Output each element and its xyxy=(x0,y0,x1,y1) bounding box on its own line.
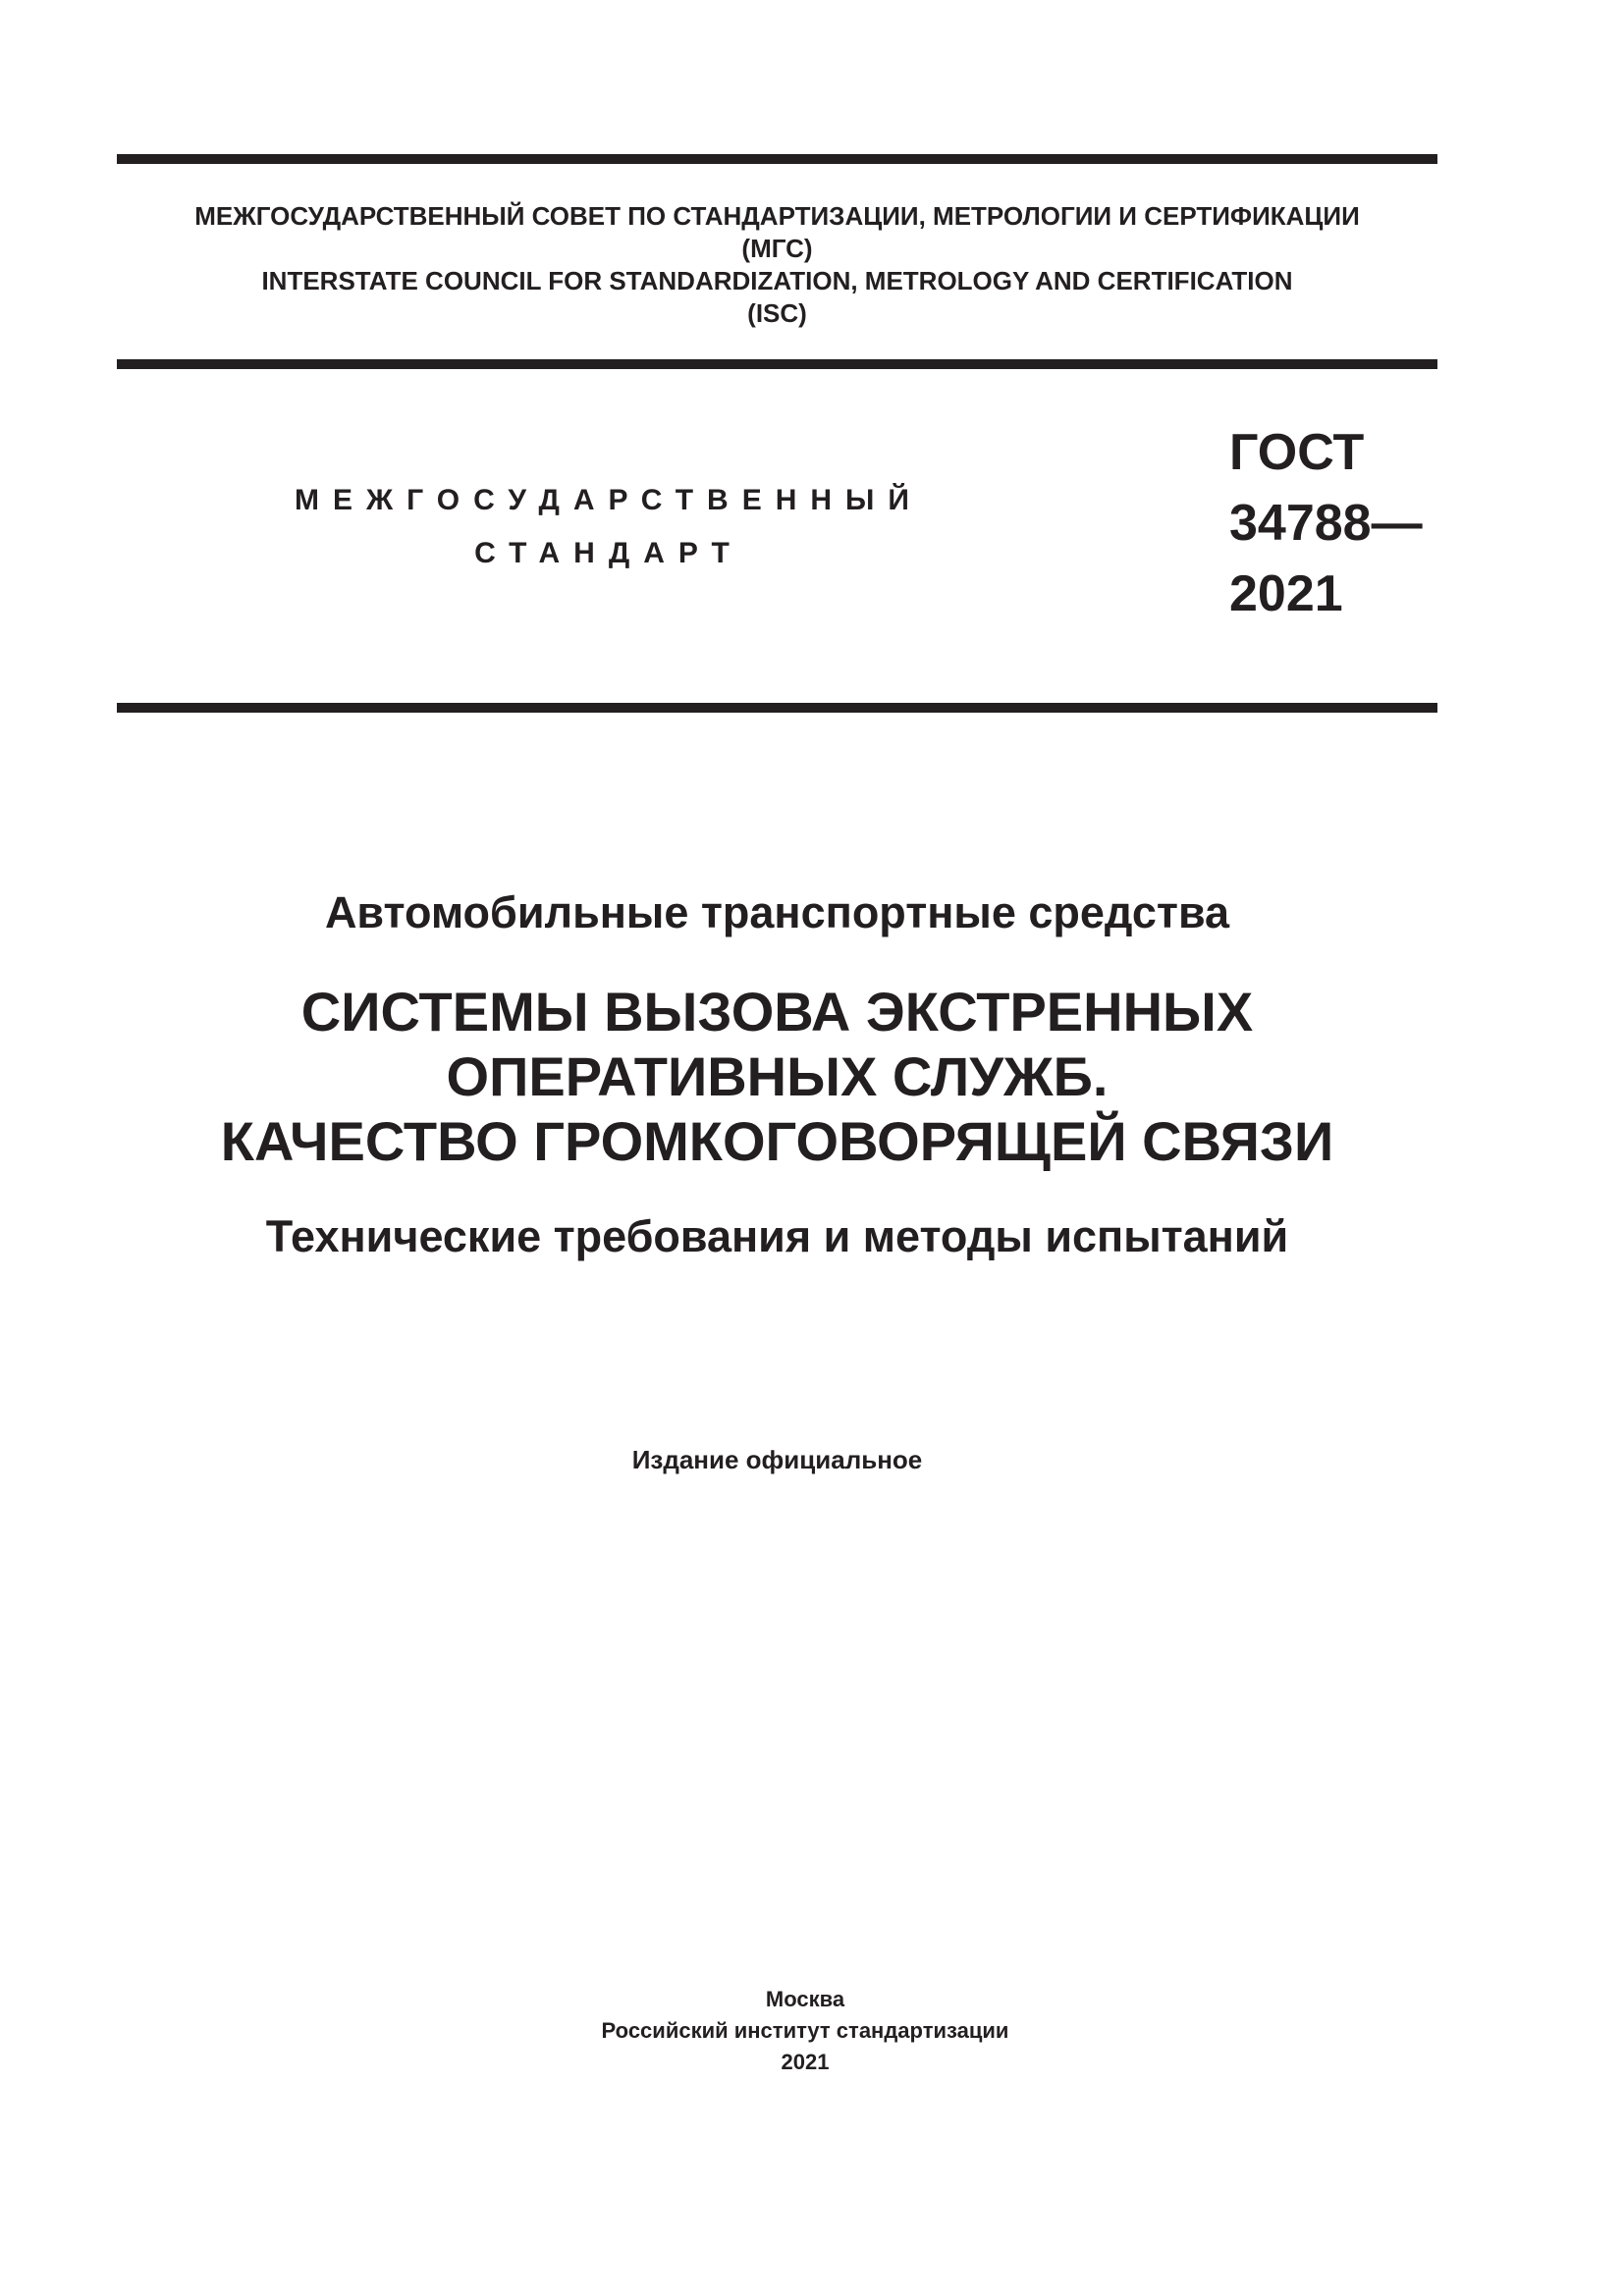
standard-kind-line2: СТАНДАРТ xyxy=(474,537,743,569)
top-rule xyxy=(117,154,1437,164)
council-header xyxy=(117,200,1437,330)
council-abbr-en: (ISC) xyxy=(747,298,807,328)
imprint xyxy=(471,1984,1139,2078)
standard-designation xyxy=(1229,417,1423,629)
council-name-en: INTERSTATE COUNCIL FOR STANDARDIZATION, METROLOGY AND CERTIFICATION xyxy=(261,266,1293,295)
designation-year: 2021 xyxy=(1229,565,1343,622)
standard-kind xyxy=(275,474,943,580)
title-main-line: КАЧЕСТВО ГРОМКОГОВОРЯЩЕЙ СВЯЗИ xyxy=(220,1110,1334,1172)
imprint-city: Москва xyxy=(765,1987,845,2011)
title-main-line: СИСТЕМЫ ВЫЗОВА ЭКСТРЕННЫХ xyxy=(300,981,1254,1042)
title-subtitle: Технические требования и методы испытаний xyxy=(265,1211,1289,1261)
edition-label: Издание официальное xyxy=(631,1445,923,1474)
header-bottom-rule xyxy=(117,359,1437,369)
designation-number: 34788— xyxy=(1229,495,1423,552)
title-main-line: ОПЕРАТИВНЫХ СЛУЖБ. xyxy=(446,1045,1109,1107)
designation-prefix: ГОСТ xyxy=(1229,424,1365,481)
title-category: Автомобильные транспортные средства xyxy=(324,887,1230,937)
imprint-publisher: Российский институт стандартизации xyxy=(601,2018,1009,2043)
standard-kind-line1: МЕЖГОСУДАРСТВЕННЫЙ xyxy=(295,484,923,516)
title-main xyxy=(117,980,1437,1174)
designation-bottom-rule xyxy=(117,703,1437,713)
council-abbr-ru: (МГС) xyxy=(741,234,813,263)
document-title xyxy=(117,883,1437,1266)
council-name-ru: МЕЖГОСУДАРСТВЕННЫЙ СОВЕТ ПО СТАНДАРТИЗАЦИИ, МЕТРОЛОГИИ И СЕРТИФИКАЦИИ xyxy=(194,201,1360,231)
imprint-year: 2021 xyxy=(781,2050,830,2074)
